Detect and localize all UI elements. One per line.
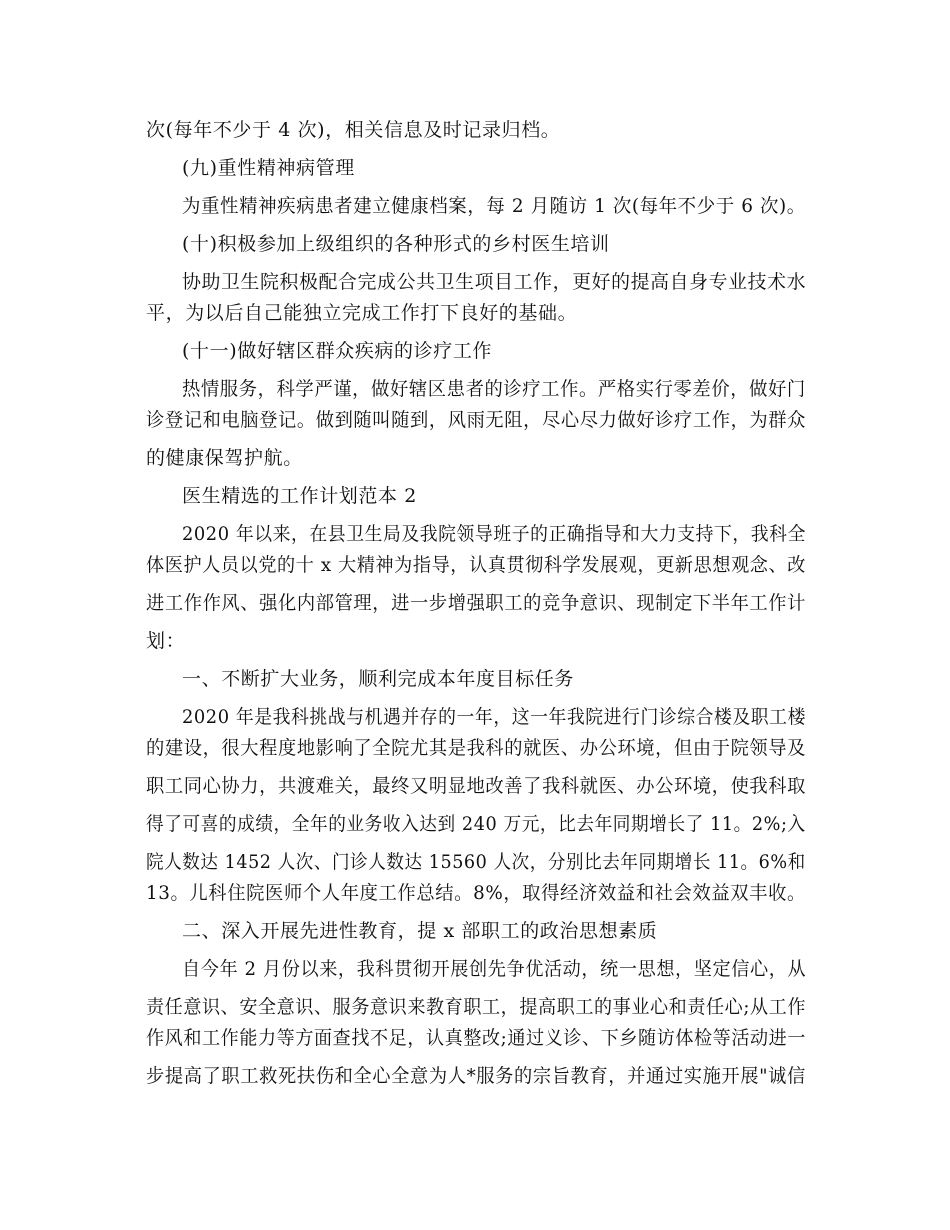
paragraph-line: 体医护人员以党的十 x 大精神为指导，认真贯彻科学发展观，更新思想观念、改 — [146, 554, 806, 576]
paragraph-line: 2020 年是我科挑战与机遇并存的一年，这一年我院进行门诊综合楼及职工楼 — [182, 706, 806, 728]
paragraph-line: 次(每年不少于 4 次)，相关信息及时记录归档。 — [146, 119, 561, 141]
section-heading: (十一)做好辖区群众疾病的诊疗工作 — [182, 340, 493, 362]
section-heading: 二、深入开展先进性教育，提 x 部职工的政治思想素质 — [182, 920, 658, 942]
paragraph-line: 为重性精神疾病患者建立健康档案，每 2 月随访 1 次(每年不少于 6 次)。 — [182, 195, 806, 217]
section-heading: (九)重性精神病管理 — [182, 157, 355, 179]
paragraph-line: 2020 年以来，在县卫生局及我院领导班子的正确指导和大力支持下，我科全 — [182, 523, 806, 545]
paragraph-line: 职工同心协力，共渡难关，最终又明显地改善了我科就医、办公环境，使我科取 — [146, 775, 807, 797]
paragraph-line: 作风和工作能力等方面查找不足，认真整改;通过义诊、下乡随访体检等活动进一 — [146, 1027, 807, 1049]
paragraph-line: 得了可喜的成绩，全年的业务收入达到 240 万元，比去年同期增长了 11。2%;入 — [146, 813, 806, 835]
section-heading: 一、不断扩大业务，顺利完成本年度目标任务 — [182, 668, 575, 690]
document-subtitle: 医生精选的工作计划范本 2 — [182, 485, 417, 507]
section-heading: (十)积极参加上级组织的各种形式的乡村医生培训 — [182, 233, 610, 255]
paragraph-line: 步提高了职工救死扶伤和全心全意为人*服务的宗旨教育，并通过实施开展"诚信 — [146, 1065, 806, 1087]
paragraph-line: 13。儿科住院医师个人年度工作总结。8%，取得经济效益和社会效益双丰收。 — [146, 882, 806, 904]
paragraph-line: 院人数达 1452 人次、门诊人数达 15560 人次，分别比去年同期增长 11。6%和 — [146, 851, 806, 873]
paragraph-line: 平，为以后自己能独立完成工作打下良好的基础。 — [146, 302, 578, 324]
paragraph-line: 自今年 2 月份以来，我科贯彻开展创先争优活动，统一思想，坚定信心，从 — [182, 958, 807, 980]
paragraph-line: 协助卫生院积极配合完成公共卫生项目工作，更好的提高自身专业技术水 — [182, 271, 807, 293]
paragraph-line: 热情服务，科学严谨，做好辖区患者的诊疗工作。严格实行零差价，做好门 — [182, 378, 806, 400]
paragraph-line: 的建设，很大程度地影响了全院尤其是我科的就医、办公环境，但由于院领导及 — [146, 737, 807, 759]
paragraph-line: 划： — [146, 630, 186, 652]
paragraph-line: 进工作作风、强化内部管理，进一步增强职工的竞争意识、现制定下半年工作计 — [146, 592, 807, 614]
paragraph-line: 责任意识、安全意识、服务意识来教育职工，提高职工的事业心和责任心;从工作 — [146, 996, 807, 1018]
paragraph-line: 的健康保驾护航。 — [146, 447, 303, 469]
paragraph-line: 诊登记和电脑登记。做到随叫随到，风雨无阻，尽心尽力做好诊疗工作，为群众 — [146, 409, 807, 431]
